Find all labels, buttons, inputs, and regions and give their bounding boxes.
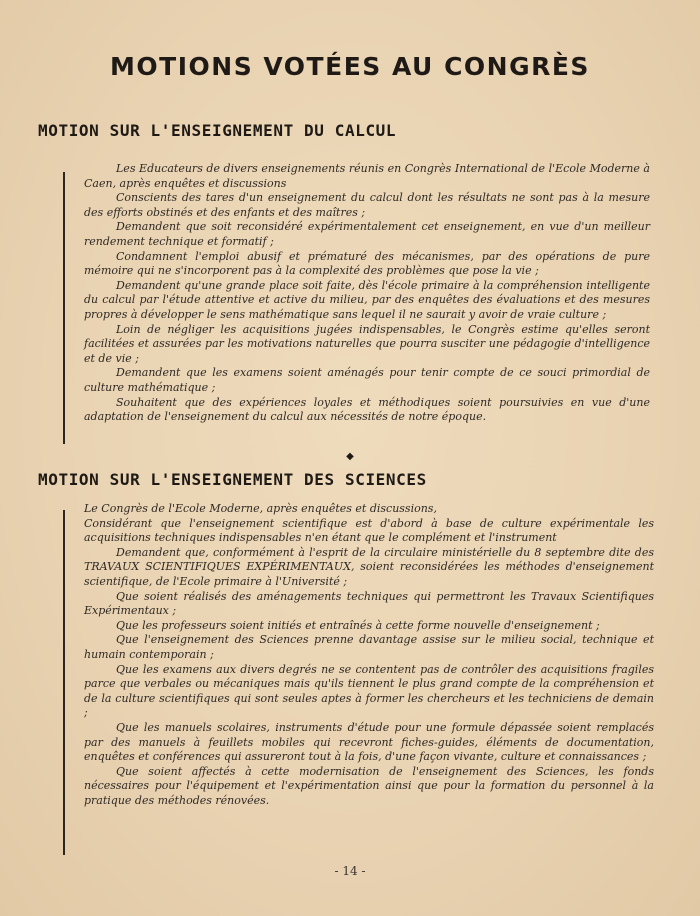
section-title-calcul: MOTION SUR L'ENSEIGNEMENT DU CALCUL (38, 121, 397, 140)
motion-paragraph: Que les examens aux divers degrés ne se contentent pas de contrôler des acquisitions fragiles parce que verbales ou mécaniques mais qu'ils tiennent le plus grand compte de la compréhension et de la culture scientifiques qui sont seules aptes à former les chercheurs et les techniciens de demain ; (84, 662, 654, 720)
section-title-sciences: MOTION SUR L'ENSEIGNEMENT DES SCIENCES (38, 470, 427, 489)
motion-paragraph: Que soient affectés à cette modernisation de l'enseignement des Sciences, les fonds nécessaires pour l'équipement et l'expérimentation ainsi que pour la formation du personnel à la pratique des méthodes rénovées. (84, 764, 654, 807)
motion-paragraph: Que les professeurs soient initiés et entraînés à cette forme nouvelle d'enseignement ; (116, 618, 600, 632)
margin-rule-calcul (63, 172, 65, 444)
motion-body-sciences (84, 502, 654, 808)
motion-paragraph: Demandent qu'une grande place soit faite, dès l'école primaire à la compréhension intelligente du calcul par l'étude attentive et active du milieu, par des enquêtes des évaluations et des mesures propres à développer le sens mathématique sans lequel il ne saurait y avoir de vraie culture ; (84, 278, 650, 321)
motion-paragraph: Que soient réalisés des aménagements techniques qui permettront les Travaux Scientifiques Expérimentaux ; (84, 589, 654, 618)
margin-rule-sciences (63, 510, 65, 855)
motion-paragraph: Les Educateurs de divers enseignements réunis en Congrès International de l'Ecole Moderne à Caen, après enquêtes et discussions (84, 162, 650, 190)
section-separator-diamond: ◆ (346, 451, 354, 462)
motion-paragraph: Conscients des tares d'un enseignement du calcul dont les résultats ne sont pas à la mesure des efforts obstinés et des enfants et des maîtres ; (84, 191, 650, 219)
motion-paragraph: Demandent que les examens soient aménagés pour tenir compte de ce souci primordial de culture mathématique ; (84, 366, 650, 394)
page-number: - 14 - (334, 864, 366, 878)
motion-body-calcul (84, 162, 650, 425)
motion-paragraph: Demandent que, conformément à l'esprit de la circulaire ministérielle du 8 septembre dite des TRAVAUX SCIENTIFIQUES EXPÉRIMENTAUX, soient reconsidérées les méthodes d'enseignement scientifique, de l'Ecole primaire à l'Université ; (84, 545, 654, 588)
motion-paragraph: Loin de négliger les acquisitions jugées indispensables, le Congrès estime qu'elles seront facilitées et assurées par les motivations naturelles que pourra susciter une pédagogie d'intelligence et de vie ; (84, 322, 650, 365)
motion-paragraph: Considérant que l'enseignement scientifique est d'abord à base de culture expérimentale les acquisitions techniques indispensables n'en étant que le complément et l'instrument (84, 516, 654, 545)
motion-paragraph: Souhaitent que des expériences loyales et méthodiques soient poursuivies en vue d'une adaptation de l'enseignement du calcul aux nécessités de notre époque. (84, 395, 650, 424)
motion-paragraph: Condamnent l'emploi abusif et prématuré des mécanismes, par des opérations de pure mémoire qui ne s'incorporent pas à la complexité des problèmes que pose la vie ; (84, 249, 650, 278)
motion-paragraph: Que l'enseignement des Sciences prenne davantage assise sur le milieu social, technique et humain contemporain ; (84, 633, 654, 661)
motion-paragraph: Demandent que soit reconsidéré expérimentalement cet enseignement, en vue d'un meilleur rendement technique et formatif ; (84, 220, 650, 248)
motion-paragraph: Que les manuels scolaires, instruments d'étude pour une formule dépassée soient remplacés par des manuels à feuillets mobiles qui recevront fiches-guides, éléments de documentation, enquêtes et conférences qui assureront tout à la fois, d'une façon vivante, culture et connaissances ; (84, 720, 654, 764)
page-title: MOTIONS VOTÉES AU CONGRÈS (110, 52, 590, 81)
motion-paragraph: Le Congrès de l'Ecole Moderne, après enquêtes et discussions, (84, 502, 437, 515)
